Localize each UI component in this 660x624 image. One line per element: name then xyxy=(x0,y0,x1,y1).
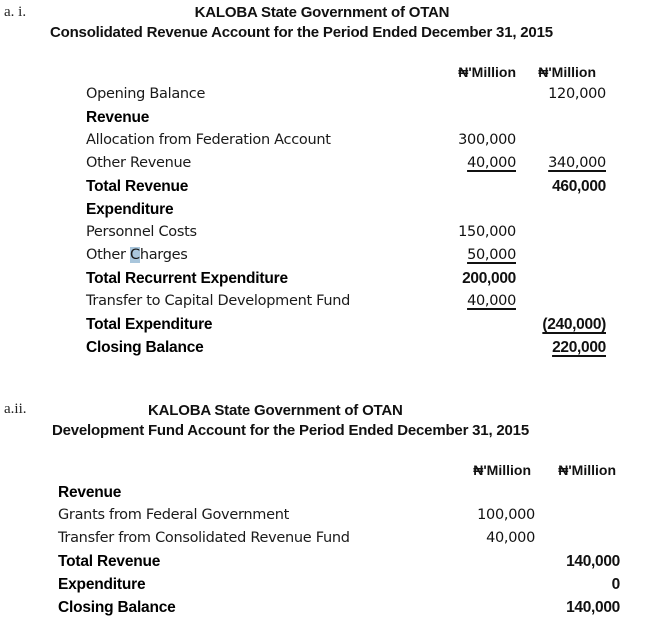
section-ii-title-line2: Development Fund Account for the Period Ended December 31, 2015 xyxy=(52,422,529,439)
section-ii-title-line1: KALOBA State Government of OTAN xyxy=(148,402,403,419)
section-ii-col-header-1: ₦'Million xyxy=(473,462,531,478)
amount-value: 50,000 xyxy=(467,247,516,263)
amount-value: 40,000 xyxy=(467,155,516,171)
amount-cell-col1 xyxy=(426,224,516,240)
amount-value: 100,000 xyxy=(477,507,535,523)
row-label: Total Revenue xyxy=(58,553,161,570)
amount-value: 220,000 xyxy=(552,339,606,356)
row-label: Closing Balance xyxy=(86,339,204,356)
row-label: Total Revenue xyxy=(86,178,189,195)
amount-value: 300,000 xyxy=(458,132,516,148)
amount-cell-col2 xyxy=(516,86,606,102)
amount-value: 0 xyxy=(611,576,620,593)
amount-value: 150,000 xyxy=(458,224,516,240)
section-i-col-header-2: ₦'Million xyxy=(538,64,596,80)
amount-cell-col2 xyxy=(516,316,606,334)
section-label-ii: a.ii. xyxy=(4,401,27,417)
row-label: Total Expenditure xyxy=(86,316,213,333)
row-label: Opening Balance xyxy=(86,86,206,102)
amount-value: 460,000 xyxy=(552,178,606,195)
amount-cell-col1 xyxy=(426,293,516,309)
amount-cell-col1 xyxy=(445,507,535,523)
amount-value: 140,000 xyxy=(566,553,620,570)
row-label: Expenditure xyxy=(58,576,146,593)
section-ii-col-header-2: ₦'Million xyxy=(558,462,616,478)
amount-cell-col2 xyxy=(516,178,606,196)
section-label-i: a. i. xyxy=(4,4,27,20)
amount-cell-col1 xyxy=(445,530,535,546)
amount-cell-col2 xyxy=(530,599,620,617)
row-label: Transfer to Capital Development Fund xyxy=(86,293,351,309)
row-label: Total Recurrent Expenditure xyxy=(86,270,288,287)
row-label: Transfer from Consolidated Revenue Fund xyxy=(58,530,350,546)
amount-value: 200,000 xyxy=(462,270,516,287)
amount-cell-col2 xyxy=(530,553,620,571)
amount-value: 340,000 xyxy=(548,155,606,171)
row-label: Grants from Federal Government xyxy=(58,507,289,523)
row-label: Allocation from Federation Account xyxy=(86,132,331,148)
row-label: Revenue xyxy=(86,109,150,126)
row-label: Other Revenue xyxy=(86,155,192,171)
section-i-col-header-1: ₦'Million xyxy=(458,64,516,80)
row-label xyxy=(86,247,187,263)
row-label: Expenditure xyxy=(86,201,174,218)
row-label: Closing Balance xyxy=(58,599,176,616)
amount-cell-col1 xyxy=(426,132,516,148)
amount-value: 120,000 xyxy=(548,86,606,102)
amount-value: (240,000) xyxy=(542,316,606,333)
amount-cell-col1 xyxy=(426,270,516,288)
section-i-title-line2: Consolidated Revenue Account for the Period Ended December 31, 2015 xyxy=(50,24,553,41)
text-selection-highlight: C xyxy=(129,247,140,263)
amount-cell-col1 xyxy=(426,247,516,263)
amount-value: 140,000 xyxy=(566,599,620,616)
amount-cell-col2 xyxy=(516,339,606,357)
amount-cell-col1 xyxy=(426,155,516,171)
amount-value: 40,000 xyxy=(486,530,535,546)
row-label: Revenue xyxy=(58,484,122,501)
amount-cell-col2 xyxy=(530,576,620,594)
section-i-title-line1: KALOBA State Government of OTAN xyxy=(194,4,450,21)
row-label-part: Other xyxy=(86,247,130,263)
row-label-part: harges xyxy=(139,247,188,263)
amount-value: 40,000 xyxy=(467,293,516,309)
amount-cell-col2 xyxy=(516,155,606,171)
row-label: Personnel Costs xyxy=(86,224,197,240)
